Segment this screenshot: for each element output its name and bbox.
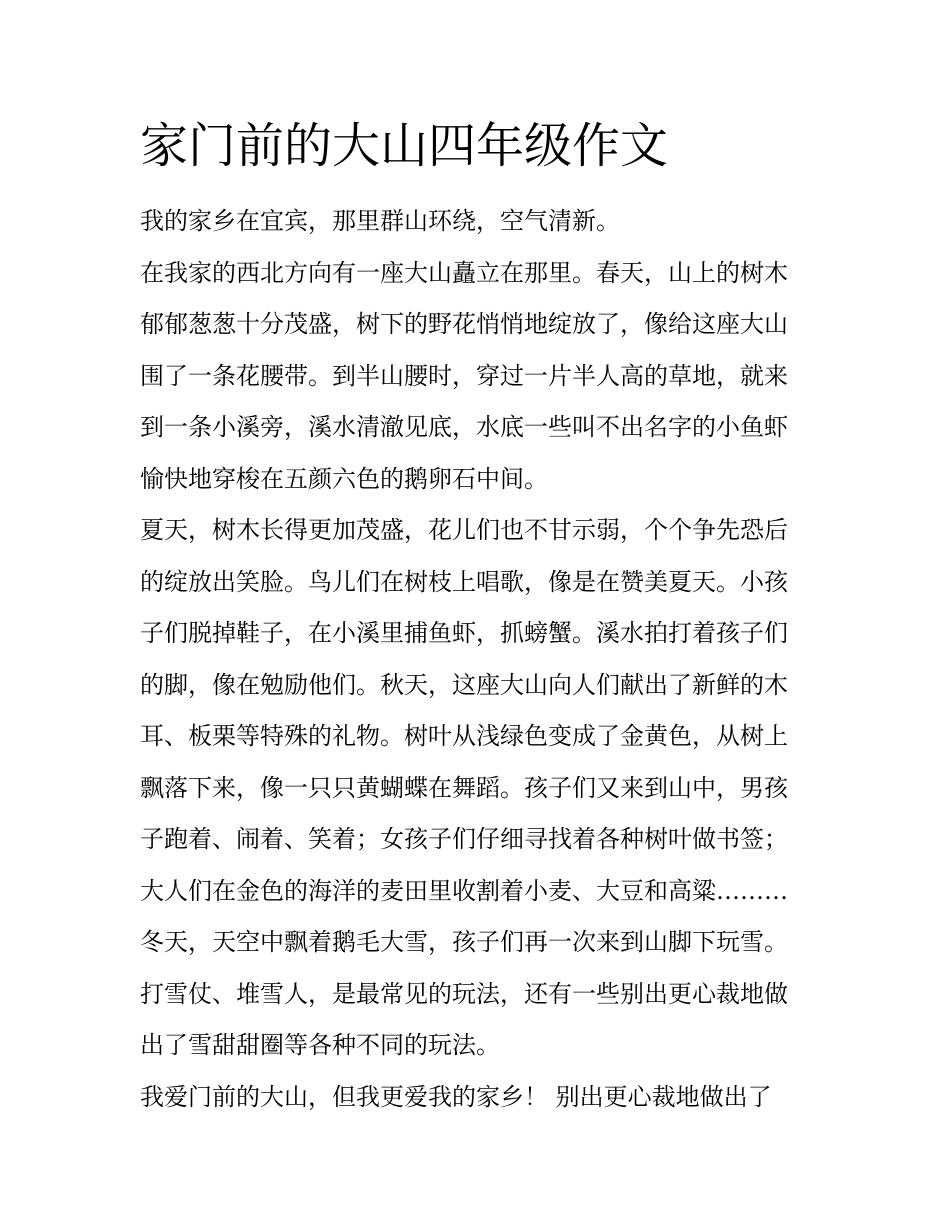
text-line-12: 飘落下来，像一只只黄蝴蝶在舞蹈。孩子们又来到山中，男孩	[140, 774, 788, 802]
text-line-4: 围了一条花腰带。到半山腰时，穿过一片半人高的草地，就来	[140, 362, 788, 390]
text-line-13: 子跑着、闹着、笑着；女孩子们仔细寻找着各种树叶做书签；	[140, 825, 788, 853]
text-line-9: 子们脱掉鞋子，在小溪里捕鱼虾，抓螃蟹。溪水拍打着孩子们	[140, 619, 788, 647]
text-line-17: 出了雪甜甜圈等各种不同的玩法。	[140, 1031, 500, 1059]
text-line-3: 郁郁葱葱十分茂盛，树下的野花悄悄地绽放了，像给这座大山	[140, 310, 788, 338]
text-line-10: 的脚，像在勉励他们。秋天，这座大山向人们献出了新鲜的木	[140, 671, 788, 699]
text-line-7: 夏天，树木长得更加茂盛，花儿们也不甘示弱，个个争先恐后	[140, 516, 788, 544]
text-line-2: 在我家的西北方向有一座大山矗立在那里。春天，山上的树木	[140, 259, 788, 287]
text-line-18: 我爱门前的大山，但我更爱我的家乡！ 别出更心裁地做出了	[140, 1083, 772, 1111]
text-line-8: 的绽放出笑脸。鸟儿们在树枝上唱歌，像是在赞美夏天。小孩	[140, 568, 788, 596]
text-line-11: 耳、板栗等特殊的礼物。树叶从浅绿色变成了金黄色，从树上	[140, 722, 788, 750]
text-line-5: 到一条小溪旁，溪水清澈见底，水底一些叫不出名字的小鱼虾	[140, 413, 788, 441]
text-line-1: 我的家乡在宜宾，那里群山环绕，空气清新。	[140, 207, 620, 235]
page-title: 家门前的大山四年级作文	[140, 118, 669, 174]
text-line-14: 大人们在金色的海洋的麦田里收割着小麦、大豆和高粱………	[140, 877, 788, 905]
text-line-6: 愉快地穿梭在五颜六色的鹅卵石中间。	[140, 465, 548, 493]
text-line-15: 冬天，天空中飘着鹅毛大雪，孩子们再一次来到山脚下玩雪。	[140, 928, 788, 956]
text-line-16: 打雪仗、堆雪人，是最常见的玩法，还有一些别出更心裁地做	[140, 980, 788, 1008]
